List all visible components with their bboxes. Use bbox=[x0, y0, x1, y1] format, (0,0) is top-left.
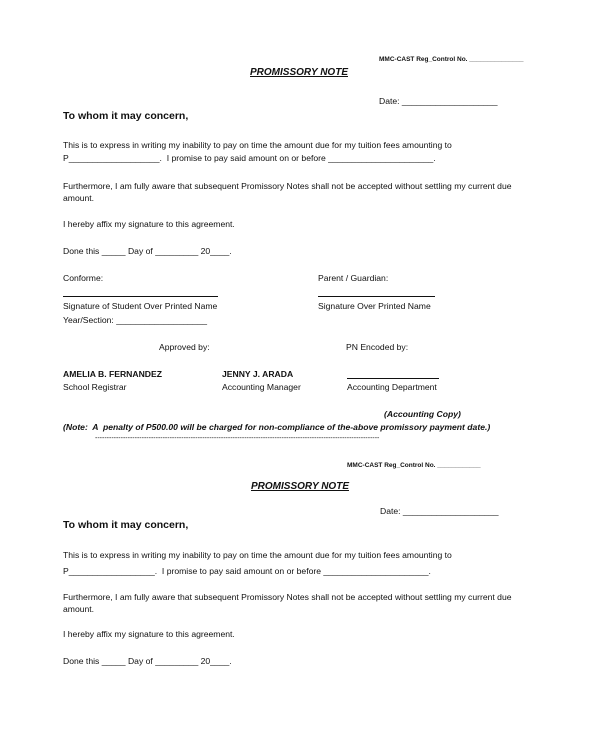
affix-signature-statement: I hereby affix my signature to this agreement. bbox=[63, 219, 235, 229]
registrar-name: AMELIA B. FERNANDEZ bbox=[63, 369, 162, 379]
document-title: PROMISSORY NOTE bbox=[250, 67, 348, 78]
salutation-copy2: To whom it may concern, bbox=[63, 519, 189, 531]
affix-signature-statement-copy2: I hereby affix my signature to this agreement. bbox=[63, 629, 235, 639]
paragraph-amount-line2-copy2: P__________________. I promise to pay said amount on or before ______________________. bbox=[63, 566, 431, 576]
done-this-line: Done this _____ Day of _________ 20____. bbox=[63, 246, 232, 256]
encoder-signature-line bbox=[347, 378, 439, 379]
paragraph-amount-line1-copy2: This is to express in writing my inability to pay on time the amount due for my tuition fees amounting to bbox=[63, 550, 452, 560]
control-number: MMC-CAST Reg_Control No. _______________ bbox=[379, 56, 524, 63]
year-section-field: Year/Section: ___________________ bbox=[63, 315, 207, 325]
paragraph-furthermore-line1: Furthermore, I am fully aware that subsequent Promissory Notes shall not be accepted without settling my current due bbox=[63, 181, 512, 191]
accounting-department-title: Accounting Department bbox=[347, 382, 437, 392]
control-number-copy2: MMC-CAST Reg_Control No. ____________ bbox=[347, 462, 481, 469]
accounting-manager-title: Accounting Manager bbox=[222, 382, 301, 392]
registrar-title: School Registrar bbox=[63, 382, 127, 392]
accounting-manager-name: JENNY J. ARADA bbox=[222, 369, 294, 379]
parent-guardian-label: Parent / Guardian: bbox=[318, 273, 389, 283]
student-signature-line bbox=[63, 296, 218, 297]
document-title-copy2: PROMISSORY NOTE bbox=[251, 481, 349, 492]
cut-separator: -------------------------------------------------------------------------------------------------------------------------- bbox=[95, 435, 380, 442]
accounting-copy-label: (Accounting Copy) bbox=[384, 409, 461, 419]
paragraph-furthermore-line1-copy2: Furthermore, I am fully aware that subsequent Promissory Notes shall not be accepted without settling my current due bbox=[63, 592, 512, 602]
parent-signature-line bbox=[318, 296, 435, 297]
approved-by-label: Approved by: bbox=[159, 342, 210, 352]
salutation: To whom it may concern, bbox=[63, 110, 189, 122]
paragraph-furthermore-line2: amount. bbox=[63, 193, 95, 203]
conforme-label: Conforme: bbox=[63, 273, 104, 283]
pn-encoded-by-label: PN Encoded by: bbox=[346, 342, 409, 352]
student-signature-label: Signature of Student Over Printed Name bbox=[63, 301, 218, 311]
date-field-copy2: Date: ____________________ bbox=[380, 506, 499, 516]
paragraph-furthermore-line2-copy2: amount. bbox=[63, 604, 95, 614]
date-field: Date: ____________________ bbox=[379, 96, 498, 106]
done-this-line-copy2: Done this _____ Day of _________ 20____. bbox=[63, 656, 232, 666]
penalty-note: (Note: A penalty of P500.00 will be charged for non-compliance of the-above promissory payment date.) bbox=[63, 422, 491, 432]
parent-signature-label: Signature Over Printed Name bbox=[318, 301, 431, 311]
paragraph-amount-line1: This is to express in writing my inability to pay on time the amount due for my tuition fees amounting to bbox=[63, 140, 452, 150]
paragraph-amount-line2: P___________________. I promise to pay said amount on or before ______________________. bbox=[63, 153, 436, 163]
